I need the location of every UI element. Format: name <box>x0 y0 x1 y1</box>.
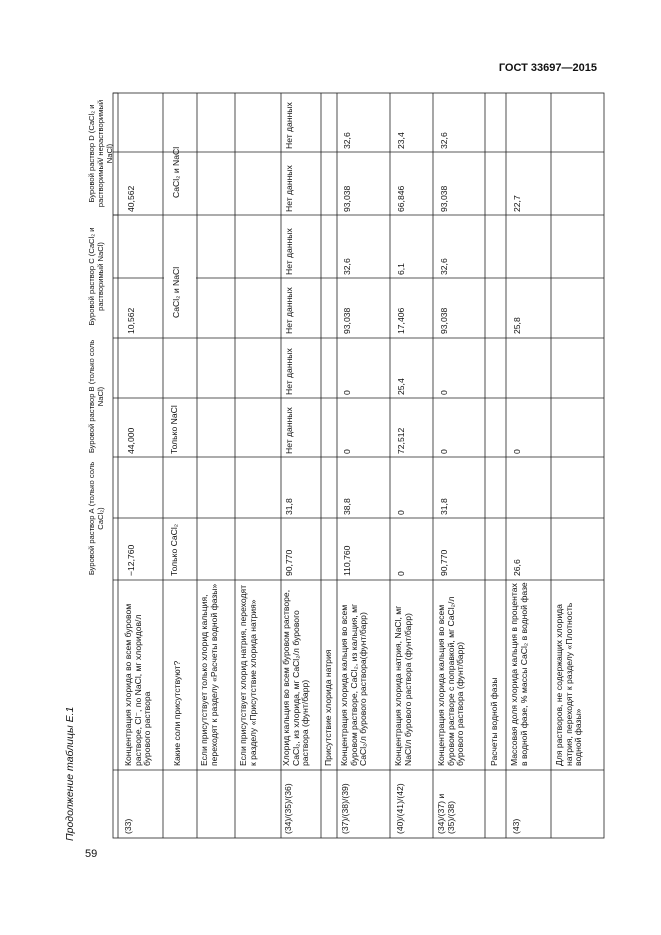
row-desc: Концентрация хлорида кальция во всем буровом растворе, CaCl₂, из кальция, мг CaCl₂/л бурового раствора(фунт/барр) <box>339 603 369 766</box>
row-desc: Для растворов, не содержащих хлорида натрия, переходят к разделу «Плотность водной фазы» <box>554 602 584 766</box>
row-desc: Концентрация хлорида кальция во всем буровом растворе с поправкой, мг CaCl₂/л бурового раствора (фунт/барр) <box>436 596 466 766</box>
row-no: (34)/(35)/(36) <box>283 783 293 834</box>
cell-c1: 17,406 <box>396 307 406 334</box>
cell-a1: −12,760 <box>126 544 136 576</box>
cell-c2: Нет данных <box>284 228 294 275</box>
cell-c1: Нет данных <box>284 287 294 334</box>
cell-c-merged: CaCl₂ и NaCl <box>171 266 181 318</box>
cell-c2: 6,1 <box>396 263 406 275</box>
cell-b1: 0 <box>512 449 522 454</box>
header-c: Буровой раствор С (CaCl₂ и растворимый NaCl) <box>87 227 105 326</box>
row-desc: Концентрация хлорида натрия, NaCl, мг NaCl/л бурового раствора (фунт/барр) <box>393 605 413 766</box>
cell-d1: 93,038 <box>439 185 449 212</box>
cell-d1: 93,038 <box>342 185 352 212</box>
row-desc: Присутствие хлорида натрия <box>323 649 333 766</box>
cell-a2: 0 <box>396 510 406 515</box>
header-d: Буровой раствор D (CaCl₂ и растворимый/ нерастворимый NaCl) <box>87 99 114 208</box>
cell-b2: Нет данных <box>284 348 294 395</box>
cell-a1: 90,770 <box>284 549 294 576</box>
cell-b1: 72,512 <box>396 427 406 454</box>
header-b: Буровой раствор В (только соль NaCl) <box>87 339 105 454</box>
cell-d1: 66,846 <box>396 185 406 212</box>
cell-c1: 93,038 <box>342 307 352 334</box>
cell-c1: 25,8 <box>512 317 522 334</box>
row-no: (33) <box>123 818 133 834</box>
cell-d1: 22,7 <box>512 195 522 212</box>
cell-a1: 90,770 <box>439 549 449 576</box>
cell-a2: 31,8 <box>439 498 449 515</box>
row-desc: Массовая доля хлорида кальция в процентах в водной фазе, % массы CaCl₂ в водной фазе <box>509 582 529 766</box>
cell-c1: 93,038 <box>439 307 449 334</box>
row-desc: Расчеты водной фазы <box>489 677 499 766</box>
cell-d-merged: CaCl₂ и NaCl <box>171 146 181 198</box>
row-no: (34)/(37) и (35)/(38) <box>436 793 456 834</box>
row-desc: Если присутствует только хлорид кальция, переходят к разделу «Расчеты водной фазы» <box>199 583 219 766</box>
cell-b2: 25,4 <box>396 378 406 395</box>
cell-b2: 0 <box>439 390 449 395</box>
cell-b2: 0 <box>342 390 352 395</box>
cell-a2: 31,8 <box>284 498 294 515</box>
cell-a1: 110,760 <box>342 545 352 576</box>
cell-d1: 40,562 <box>126 185 136 212</box>
cell-a1: Только CaCl₂ <box>169 523 179 576</box>
cell-d2: Нет данных <box>284 102 294 149</box>
row-desc: Хлорид кальция во всем буровом растворе, CaCl₂, из хлорида, мг CaCl₂/л бурового раствора (фунт/барр) <box>281 589 311 766</box>
cell-c1: 10,562 <box>126 307 136 334</box>
cell-b1: 0 <box>342 449 352 454</box>
row-desc: Если присутствует хлорид натрия, переходят к разделу «Присутствие хлорида натрия» <box>238 584 258 766</box>
cell-d2: 23,4 <box>396 132 406 149</box>
row-no: (43) <box>511 818 521 834</box>
cell-c2: 32,6 <box>342 258 352 275</box>
cell-b1: 0 <box>439 449 449 454</box>
row-no: (37)/(38)/(39) <box>340 783 350 834</box>
cell-d1: Нет данных <box>284 165 294 212</box>
standard-number: ГОСТ 33697—2015 <box>498 62 597 74</box>
row-desc: Концентрация хлорида во всем буровом растворе, Cl⁻, по NaCl, мг хлоридов/л бурового раствора <box>123 603 153 766</box>
row-no: (40)/(41)/(42) <box>395 783 405 834</box>
cell-d2: 32,6 <box>439 132 449 149</box>
page-number: 59 <box>85 848 98 860</box>
cell-d2: 32,6 <box>342 132 352 149</box>
header-a: Буровой раствор А (только соль CaCl₂) <box>87 461 105 576</box>
cell-c2: 32,6 <box>439 258 449 275</box>
cell-a1: 0 <box>396 571 406 576</box>
cell-b1: Нет данных <box>284 407 294 454</box>
cell-b1: Только NaCl <box>169 405 179 454</box>
cell-a1: 26,6 <box>512 559 522 576</box>
cell-a2: 38,8 <box>342 498 352 515</box>
row-desc: Какие соли присутствуют? <box>172 660 182 766</box>
cell-b1: 44,000 <box>126 427 136 454</box>
table-caption: Продолжение таблицы Е.1 <box>64 706 76 841</box>
